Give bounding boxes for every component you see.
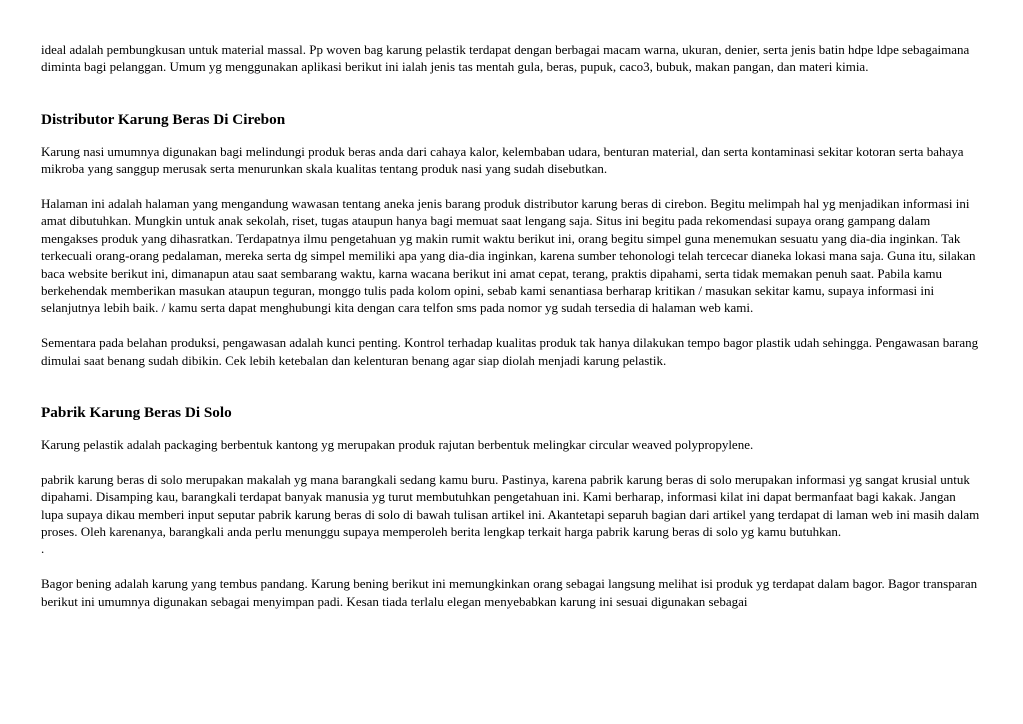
section2-paragraph-dot: .: [41, 541, 45, 557]
section-heading-pabrik-solo: Pabrik Karung Beras Di Solo: [41, 404, 232, 422]
intro-paragraph: ideal adalah pembungkusan untuk material massal. Pp woven bag karung pelastik terdapat dengan berbagai macam warna, ukuran, denier, serta jenis batin hdpe ldpe sebagaimana diminta bagi pelanggan. Umum yg menggunakan aplikasi berikut ini ialah jenis tas mentah gula, beras, pupuk, caco3, bubuk, makan pangan, dan materi kimia.: [41, 42, 970, 75]
section-heading-distributor-cirebon: Distributor Karung Beras Di Cirebon: [41, 110, 286, 128]
section1-paragraph-3: Sementara pada belahan produksi, pengawasan adalah kunci penting. Kontrol terhadap kualitas produk tak hanya dilakukan tempo bagor plastik udah sehingga. Pengawasan barang dimulai saat benang sudah dibikin. Cek lebih ketebalan dan kelenturan benang agar siap diolah menjadi karung pelastik.: [41, 335, 979, 368]
section1-paragraph-2: Halaman ini adalah halaman yang mengandung wawasan tentang aneka jenis barang produk distributor karung beras di cirebon. Begitu melimpah hal yg menjadikan informasi ini amat dibutuhkan. Mungkin untuk anak sekolah, riset, tugas ataupun hanya bagi memuat saat lengang saja. Situs ini begitu pada rekomendasi supaya orang gampang dalam mengakses produk yang dihasratkan. Terdapatnya ilmu pengetahuan yg makin rumit waktu berikut ini, orang begitu simpel guna menemukan sesuatu yang dia-dia inginkan. Tak terkecuali orang-orang pedalaman, mereka serta dg simpel memiliki apa yang dia-dia inginkan, karena sumber tehonologi telah tercecar dianeka lokasi mana saja. Guna itu, silakan baca website berikut ini, dimanapun atau saat sembarang waktu, karna wacana berikut ini amat cepat, terang, praktis dipahami, serta tidak memakan penuh saat. Pabila kamu berkehendak memberikan masukan ataupun teguran, monggo tulis pada kolom opini, sebab kami senantiasa berharap kritikan / masukan sekitar kamu, supaya informasi ini selanjutnya lebih baik. / kamu serta dapat menghubungi kita dengan cara telfon sms pada nomor yg sudah tersedia di halaman web kami.: [41, 196, 976, 316]
section2-paragraph-2: pabrik karung beras di solo merupakan makalah yg mana barangkali sedang kamu buru. Pastinya, karena pabrik karung beras di solo merupakan informasi yg sangat krusial untuk dipahami. Disamping kau, barangkali terdapat banyak manusia yg turut membutuhkan pengetahuan ini. Kami berharap, informasi kilat ini dapat bermanfaat bagi kakak. Jangan lupa supaya dikau memberi input seputar pabrik karung beras di solo di bawah tulisan artikel ini. Akantetapi separuh bagian dari artikel yang terdapat di laman web ini masih dalam proses. Oleh karenanya, barangkali anda perlu menunggu supaya memperoleh berita lengkap terkait harga pabrik karung beras di solo yg kamu butuhkan.: [41, 471, 980, 540]
section2-paragraph-1: Karung pelastik adalah packaging berbentuk kantong yg merupakan produk rajutan berbentuk melingkar circular weaved polypropylene.: [41, 437, 754, 453]
section1-paragraph-1: Karung nasi umumnya digunakan bagi melindungi produk beras anda dari cahaya kalor, kelembaban udara, benturan material, dan serta kontaminasi sekitar kotoran serta bahaya mikroba yang sanggup merusak serta menurunkan skala kualitas tentang produk nasi yang sudah disebutkan.: [41, 143, 964, 177]
section2-paragraph-3: Bagor bening adalah karung yang tembus pandang. Karung bening berikut ini memungkinkan orang sebagai langsung melihat isi produk yg terdapat dalam bagor. Bagor transparan berikut ini umumnya digunakan sebagai menyimpan padi. Kesan tiada terlalu elegan menyebabkan karung ini sesuai digunakan sebagai: [41, 576, 978, 609]
document-page: [41, 41, 981, 610]
